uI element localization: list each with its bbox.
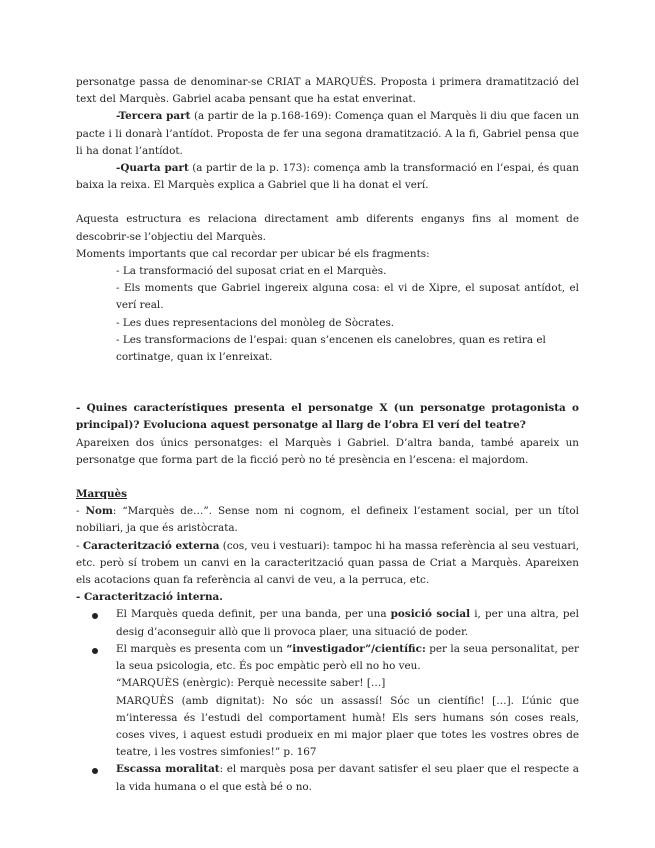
external-label: Caracterització externa <box>82 539 220 552</box>
spacer <box>76 469 579 486</box>
moment-item: - Les transformacions de l’espai: quan s’encenen els canelobres, quan es retira el cortinatge, quan ix l’enreixat. <box>116 333 546 364</box>
bullet-icon <box>92 613 98 619</box>
question-heading: - Quines característiques presenta el personatge X (un personatge protagonista o principal)? Evoluciona aquest personatge al llarg de l’obra El verí del teatre? <box>76 402 579 432</box>
external-characterization: - Caracterització externa (cos, veu i vestuari): tampoc hi ha massa referència al seu vestuari, etc. però sí trobem un canvi en la caracterització quan passa de Criat a Marquès. Apareixen els acotacions quan fa referència al canvi de veu, a la perruca, etc. <box>76 539 579 587</box>
moment-item: - Els moments que Gabriel ingereix alguna cosa: el vi de Xipre, el suposat antídot, el verí real. <box>116 282 579 312</box>
list-item: El Marquès queda definit, per una banda, per una posició social i, per una altra, pel desig d’aconseguir allò que li provoca plaer, una situació de poder. <box>76 606 579 640</box>
external-text: (cos, veu i vestuari): tampoc hi ha massa referència al seu vestuari, etc. però sí trobem un canvi en la caracterització quan passa de Criat a Marquès. Apareixen els acotacions quan fa referència al canvi de veu, a la perruca, etc. <box>76 539 579 587</box>
marques-section <box>76 486 579 503</box>
moment-item: - La transformació del suposat criat en el Marquès. <box>116 265 387 278</box>
marques-heading: Marquès <box>76 488 127 501</box>
part-three-text: (a partir de la p.168-169): Comença quan el Marquès li diu que facen un pacte i li donarà l’antídot. Proposta de fer una segona dramatització. A la fi, Gabriel pensa que li ha donat l’antídot. <box>76 110 580 157</box>
question-answer: Apareixen dos únics personatges: el Marquès i Gabriel. D’altra banda, també apareix un personatge que forma part de la ficció però no té presència en l’escena: el majordom. <box>76 436 579 466</box>
quote-line: “MARQUÈS (enèrgic): Perquè necessite saber! […] <box>116 677 386 690</box>
morality-term: Escassa moralitat <box>116 763 220 776</box>
part-four-paragraph <box>76 160 579 194</box>
social-position-term: posició social <box>390 608 471 621</box>
internal-label: Caracterització interna <box>83 591 220 604</box>
quote-line: MARQUÈS (amb dignitat): No sóc un assassí! Sóc un científic! […]. L’únic que m’interessa és l’estudi del comportament humà! Els sers humans són coses reals, coses vives, i aquest estudi produeix en mi major plaer que totes les vostres obres de teatre, i les vostres simfonies!” p. 167 <box>116 694 579 759</box>
nom-paragraph: - Nom: “Marquès de…”. Sense nom ni cognom, el defineix l’estament social, per un títol nobiliari, ja que és aristòcrata. <box>76 505 579 535</box>
internal-characterization: - Caracterització interna. <box>76 591 223 604</box>
spacer <box>76 194 579 211</box>
list-item: Escassa moralitat: el marquès posa per davant satisfer el seu plaer que el respecte a la vida humana o el que està bé o no. <box>76 761 579 795</box>
part-three-title: -Tercera part <box>116 110 191 123</box>
part-four-title: -Quarta part <box>116 162 189 175</box>
intro-paragraph: personatge passa de denominar-se CRIAT a MARQUÈS. Proposta i primera dramatització del text del Marquès. Gabriel acaba pensant que ha estat enverinat. <box>76 76 579 106</box>
moment-item: - Les dues representacions del monòleg de Sòcrates. <box>116 316 395 329</box>
spacer <box>76 366 579 400</box>
part-four-text: (a partir de la p. 173): comença amb la transformació en l’espai, és quan baixa la reixa. El Marquès explica a Gabriel que li ha donat el verí. <box>76 162 580 192</box>
internal-bullet-list <box>76 606 579 795</box>
bullet-icon <box>92 768 98 774</box>
researcher-term: “investigador”/científic: <box>286 642 426 655</box>
structure-paragraph: Aquesta estructura es relaciona directament amb diferents enganys fins al moment de descobrir-se l’objectiu del Marquès. <box>76 213 579 243</box>
list-item: El marquès es presenta com un “investigador”/científic: per la seua personalitat, per la seua psicologia, etc. És poc empàtic però ell no ho veu. “MARQUÈS (enèrgic): Perquè necessite saber! […] MARQUÈS (amb dignitat): No sóc un assassí! Sóc un científic! […]. L’únic que m’interessa és l’estudi del comportament humà! Els sers humans són coses reals, coses vives, i aquest estudi produeix en mi major plaer que totes les vostres obres de teatre, i les vostres simfonies!” p. 167 <box>76 641 579 761</box>
part-three-paragraph <box>76 108 579 160</box>
nom-text: : “Marquès de…”. Sense nom ni cognom, el defineix l’estament social, per un títol nobiliari, ja que és aristòcrata. <box>76 505 579 535</box>
moments-intro: Moments importants que cal recordar per ubicar bé els fragments: <box>76 247 430 260</box>
bullet-icon <box>92 648 98 654</box>
document-page <box>76 74 579 796</box>
nom-label: Nom <box>85 505 113 518</box>
